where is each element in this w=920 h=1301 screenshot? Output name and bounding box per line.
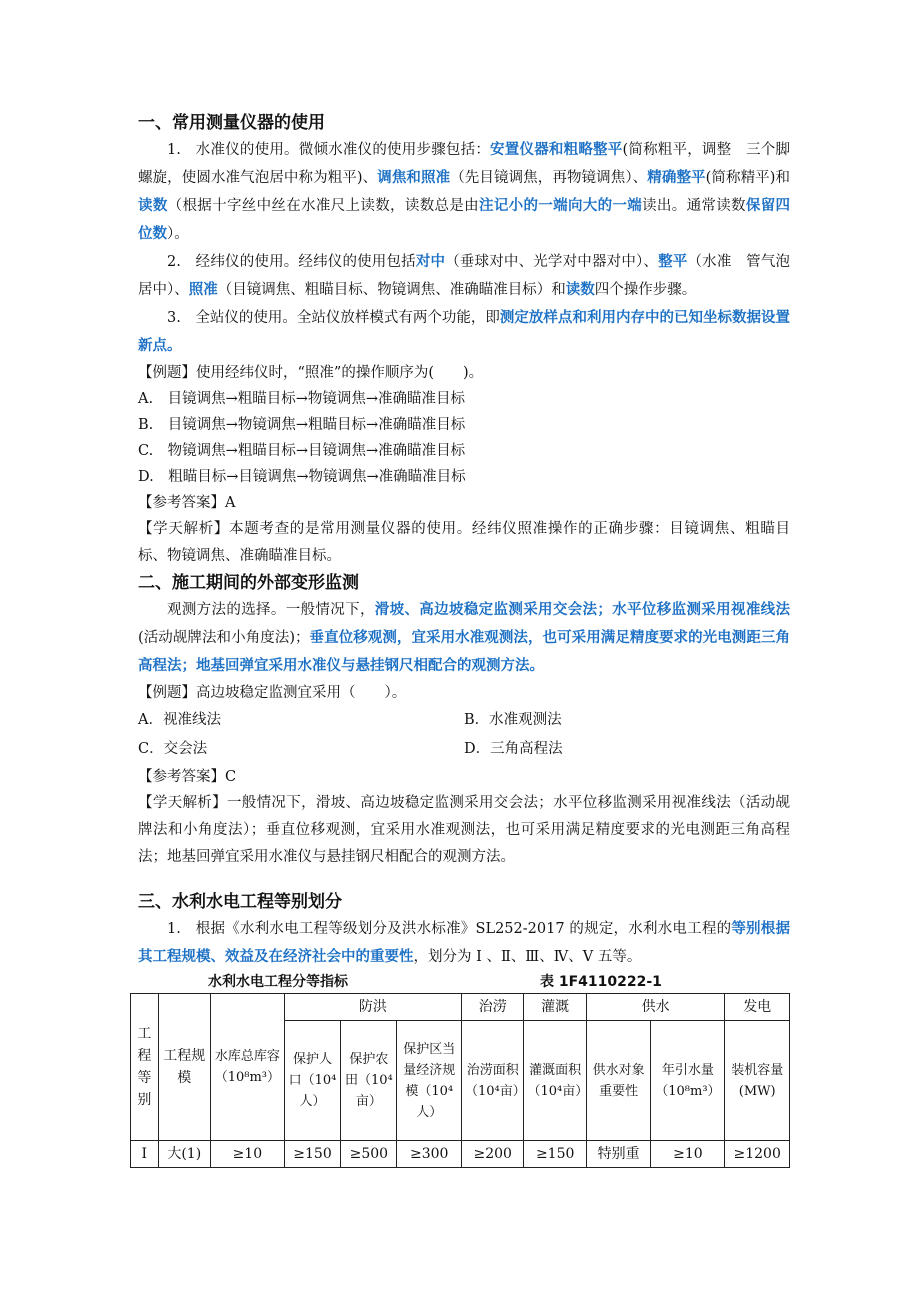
table-cell: 特别重 bbox=[586, 1141, 651, 1168]
header-reservoir: 水库总库容（10⁸m³） bbox=[210, 994, 284, 1141]
classification-paragraph: 1. 根据《水利水电工程等级划分及洪水标准》SL252-2017 的规定，水利水电工程的等别根据其工程规模、效益及在经济社会中的重要性，划分为 Ⅰ 、Ⅱ、Ⅲ、Ⅳ、Ⅴ 五等。 bbox=[138, 920, 790, 965]
option-d: D．三角高程法 bbox=[464, 741, 563, 757]
table-title: 水利水电工程分等指标 bbox=[208, 974, 348, 990]
header-scale: 工程规模 bbox=[158, 994, 210, 1141]
section-1-heading: 一、常用测量仪器的使用 bbox=[138, 113, 325, 133]
option-a: A．视准线法 bbox=[138, 712, 221, 728]
classification-table bbox=[130, 993, 790, 1168]
document-page bbox=[137, 110, 791, 1162]
header-installed-capacity: 装机容量(MW) bbox=[725, 1021, 790, 1141]
header-annual-water: 年引水量（10⁸m³） bbox=[651, 1021, 725, 1141]
option-b: B．水准观测法 bbox=[464, 712, 562, 728]
option-d: D. 粗瞄目标→目镜调焦→物镜调焦→准确瞄准目标 bbox=[138, 469, 466, 485]
example-question-2: 【例题】高边坡稳定监测宜采用（ ）。 bbox=[138, 685, 407, 701]
theodolite-usage-paragraph: 2. 经纬仪的使用。经纬仪的使用包括对中（垂球对中、光学对中器对中）、整平（水准 管气泡居中）、照准（目镜调焦、粗瞄目标、物镜调焦、准确瞄准目标）和读数四个操作步骤。 bbox=[138, 253, 791, 298]
table-cell: ≥10 bbox=[651, 1141, 725, 1168]
option-a: A. 目镜调焦→粗瞄目标→物镜调焦→准确瞄准目标 bbox=[138, 391, 466, 407]
options-row-2 bbox=[138, 735, 790, 764]
table-cell: ≥10 bbox=[210, 1141, 284, 1168]
analysis-2: 【学天解析】一般情况下，滑坡、高边坡稳定监测采用交会法；水平位移监测采用视准线法（活动觇牌法和小角度法）；垂直位移观测，宜采用水准观测法，也可采用满足精度要求的光电测距三角高程法；地基回弹宜采用水准仪与悬挂钢尺相配合的观测方法。 bbox=[138, 795, 790, 865]
total-station-paragraph: 3. 全站仪的使用。全站仪放样模式有两个功能，即测定放样点和利用内存中的已知坐标数据设置新点。 bbox=[138, 309, 790, 354]
table-cell: ≥300 bbox=[397, 1141, 462, 1168]
header-protected-population: 保护人口（10⁴人） bbox=[284, 1021, 340, 1141]
header-grade: 工程等别 bbox=[131, 994, 159, 1141]
group-irrigation: 灌溉 bbox=[524, 994, 586, 1021]
section-2-heading: 二、施工期间的外部变形监测 bbox=[138, 573, 359, 593]
table-cell: 大(1) bbox=[158, 1141, 210, 1168]
table-cell: ≥500 bbox=[341, 1141, 397, 1168]
option-c: C. 物镜调焦→粗瞄目标→目镜调焦→准确瞄准目标 bbox=[138, 443, 466, 459]
table-cell: ≥200 bbox=[461, 1141, 523, 1168]
group-flood: 防洪 bbox=[284, 994, 461, 1021]
group-drainage: 治涝 bbox=[461, 994, 523, 1021]
group-power: 发电 bbox=[725, 994, 790, 1021]
deformation-monitoring-paragraph: 观测方法的选择。一般情况下，滑坡、高边坡稳定监测采用交会法；水平位移监测采用视准线法(活动觇牌法和小角度法)；垂直位移观测，宜采用水准观测法，也可采用满足精度要求的光电测距三角高程法；地基回弹宜采用水准仪与悬挂钢尺相配合的观测方法。 bbox=[138, 601, 790, 674]
table-number: 表 1F4110222-1 bbox=[540, 974, 662, 990]
header-supply-importance: 供水对象重要性 bbox=[586, 1021, 651, 1141]
option-b: B. 目镜调焦→物镜调焦→粗瞄目标→准确瞄准目标 bbox=[138, 417, 466, 433]
table-caption bbox=[138, 971, 790, 993]
group-water-supply: 供水 bbox=[586, 994, 725, 1021]
level-usage-paragraph: 1. 水准仪的使用。微倾水准仪的使用步骤包括：安置仪器和粗略整平(简称粗平，调整 三个脚螺旋，使圆水准气泡居中称为粗平)、调焦和照准（先目镜调焦，再物镜调焦）、精确整平(简称精平)和读数（根据十字丝中丝在水准尺上读数，读数总是由注记小的一端向大的一端读出。通常读数保留四位数）。 bbox=[138, 141, 791, 242]
reference-answer-1: 【参考答案】A bbox=[138, 495, 236, 511]
table-cell: ≥150 bbox=[284, 1141, 340, 1168]
options-row-1 bbox=[138, 706, 790, 735]
table-cell: ≥150 bbox=[524, 1141, 586, 1168]
header-drainage-area: 治涝面积（10⁴亩） bbox=[461, 1021, 523, 1141]
section-3-heading: 三、水利水电工程等别划分 bbox=[138, 892, 342, 912]
analysis-1: 【学天解析】本题考查的是常用测量仪器的使用。经纬仪照准操作的正确步骤：目镜调焦、粗瞄目标、物镜调焦、准确瞄准目标。 bbox=[138, 521, 790, 564]
table-cell: ≥1200 bbox=[725, 1141, 790, 1168]
option-c: C．交会法 bbox=[138, 741, 208, 757]
header-irrigation-area: 灌溉面积（10⁴亩） bbox=[524, 1021, 586, 1141]
example-question-1: 【例题】使用经纬仪时，“照准”的操作顺序为( )。 bbox=[138, 365, 484, 381]
table-cell: Ⅰ bbox=[131, 1141, 159, 1168]
header-economic-scale: 保护区当量经济规模（10⁴人） bbox=[397, 1021, 462, 1141]
header-protected-farmland: 保护农田（10⁴亩） bbox=[341, 1021, 397, 1141]
reference-answer-2: 【参考答案】C bbox=[138, 769, 237, 785]
